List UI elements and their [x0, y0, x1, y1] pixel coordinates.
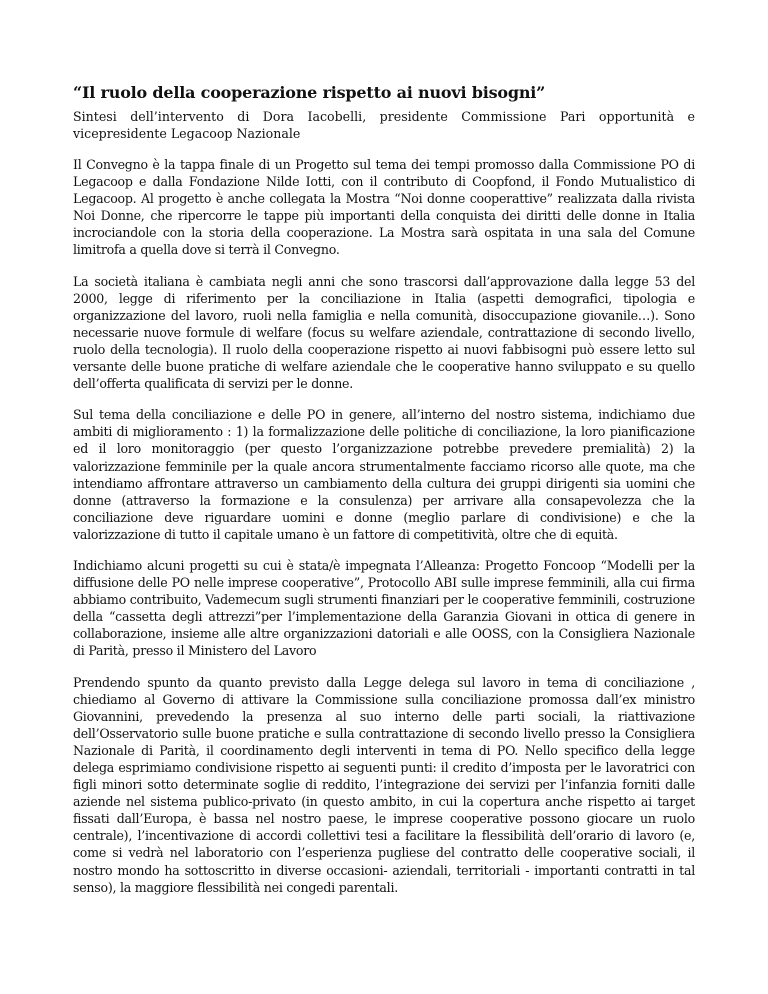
paragraph-societa: La società italiana è cambiata negli anni che sono trascorsi dall’approvazione dalla legge 53 del 2000, legge di riferimento per la conciliazione in Italia (aspetti demografici, tipologia e organizzazione del lavoro, ruoli nella famiglia e nella comunità, disoccupazione giovanile…). Sono necessarie nuove formule di welfare (focus su welfare aziendale, contrattazione di secondo livello, ruolo della tecnologia). Il ruolo della cooperazione rispetto ai nuovi fabbisogni può essere letto sul versante delle buone pratiche di welfare aziendale che le cooperative hanno sviluppato e su quello dell’offerta qualificata di servizi per le donne.	[73, 273, 695, 392]
paragraph-progetti: Indichiamo alcuni progetti su cui è stata/è impegnata l’Alleanza: Progetto Foncoop “Modelli per la diffusione delle PO nelle imprese cooperative”, Protocollo ABI sulle imprese femminili, alla cui firma abbiamo contribuito, Vademecum sugli strumenti finanziari per le cooperative femminili, costruzione della “cassetta degli attrezzi”per l’implementazione della Garanzia Giovani in ottica di genere in collaborazione, insieme alle altre organizzazioni datoriali e alle OOSS, con la Consigliera Nazionale di Parità, presso il Ministero del Lavoro	[73, 557, 695, 659]
document-subtitle: Sintesi dell’intervento di Dora Iacobelli, presidente Commissione Pari opportunità e vicepresidente Legacoop Nazionale	[73, 109, 695, 141]
paragraph-legge-delega: Prendendo spunto da quanto previsto dalla Legge delega sul lavoro in tema di conciliazione , chiediamo al Governo di attivare la Commissione sulla conciliazione promossa dall’ex ministro Giovannini, prevedendo la presenza al suo interno delle parti sociali, la riattivazione dell’Osservatorio sulle buone pratiche e sulla contrattazione di secondo livello presso la Consigliera Nazionale di Parità, il coordinamento degli interventi in tema di PO. Nello specifico della legge delega esprimiamo condivisione rispetto ai seguenti punti: il credito d’imposta per le lavoratrici con figli minori sotto determinate soglie di reddito, l’integrazione dei servizi per l’infanzia forniti dalle aziende nel sistema publico-privato (in questo ambito, in cui la copertura anche rispetto ai target fissati dall’Europa, è bassa nel nostro paese, le imprese cooperative possono giocare un ruolo centrale), l’incentivazione di accordi collettivi tesi a facilitare la flessibilità dell’orario di lavoro (e, come si vedrà nel laboratorio con l’esperienza pugliese del contratto delle cooperative sociali, il nostro mondo ha sottoscritto in diverse occasioni- aziendali, territoriali - importanti contratti in tal senso), la maggiore flessibilità nei congedi parentali.	[73, 674, 695, 895]
paragraph-convegno: Il Convegno è la tappa finale di un Progetto sul tema dei tempi promosso dalla Commissione PO di Legacoop e dalla Fondazione Nilde Iotti, con il contributo di Coopfond, il Fondo Mutualistico di Legacoop. Al progetto è anche collegata la Mostra “Noi donne cooperattive” realizzata dalla rivista Noi Donne, che ripercorre le tappe più importanti della conquista dei diritti delle donne in Italia incrociandole con la storia della cooperazione. La Mostra sarà ospitata in una sala del Comune limitrofa a quella dove si terrà il Convegno.	[73, 157, 695, 258]
document-title: “Il ruolo della cooperazione rispetto ai nuovi bisogni”	[73, 83, 546, 102]
document-page	[73, 82, 695, 910]
paragraph-conciliazione: Sul tema della conciliazione e delle PO in genere, all’interno del nostro sistema, indichiamo due ambiti di miglioramento : 1) la formalizzazione delle politiche di conciliazione, la loro pianificazione ed il loro monitoraggio (per questo l’organizzazione potrebbe prevedere premialità) 2) la valorizzazione femminile per la quale ancora strumentalmente facciamo ricorso alle quote, ma che intendiamo affrontare attraverso un cambiamento della cultura dei gruppi dirigenti sia uomini che donne (attraverso la formazione e la consulenza) per arrivare alla consapevolezza che la conciliazione deve riguardare uomini e donne (meglio parlare di condivisione) e che la valorizzazione di tutto il capitale umano è un fattore di competitività, oltre che di equità.	[73, 407, 695, 542]
